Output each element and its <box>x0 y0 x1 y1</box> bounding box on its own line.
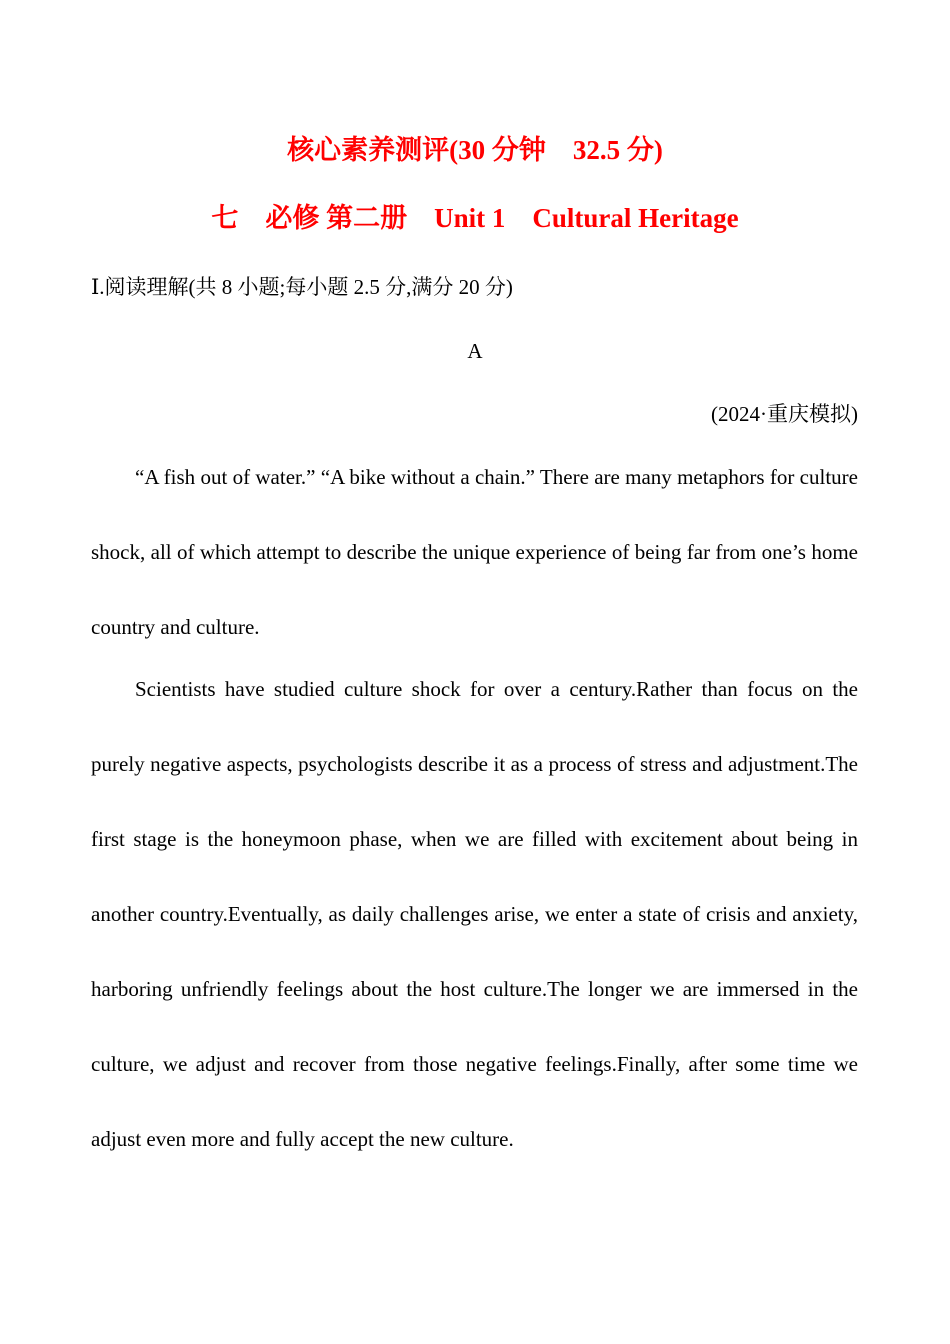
section-heading-reading: Ⅰ.阅读理解(共 8 小题;每小题 2.5 分,满分 20 分) <box>91 275 513 299</box>
passage-paragraph: Scientists have studied culture shock for over a century.Rather than focus on the purely negative aspects, psychologists describe it as a process of stress and adjustment.The first stage is the honeymoon phase, when we are filled with excitement about being in another country.Eventually, as daily challenges arise, we enter a state of crisis and anxiety, harboring unfriendly feelings about the host culture.The longer we are immersed in the culture, we adjust and recover from those negative feelings.Finally, after some time we adjust even more and fully accept the new culture. <box>91 677 858 1151</box>
passage-label: A <box>467 339 483 363</box>
test-title: 核心素养测评(30 分钟 32.5 分) <box>287 135 663 165</box>
unit-title: 七 必修 第二册 Unit 1 Cultural Heritage <box>211 203 739 233</box>
passage-source: (2024·重庆模拟) <box>711 402 858 426</box>
passage-paragraph: “A fish out of water.” “A bike without a chain.” There are many metaphors for culture shock, all of which attempt to describe the unique experience of being far from one’s home country and culture. <box>91 465 858 639</box>
